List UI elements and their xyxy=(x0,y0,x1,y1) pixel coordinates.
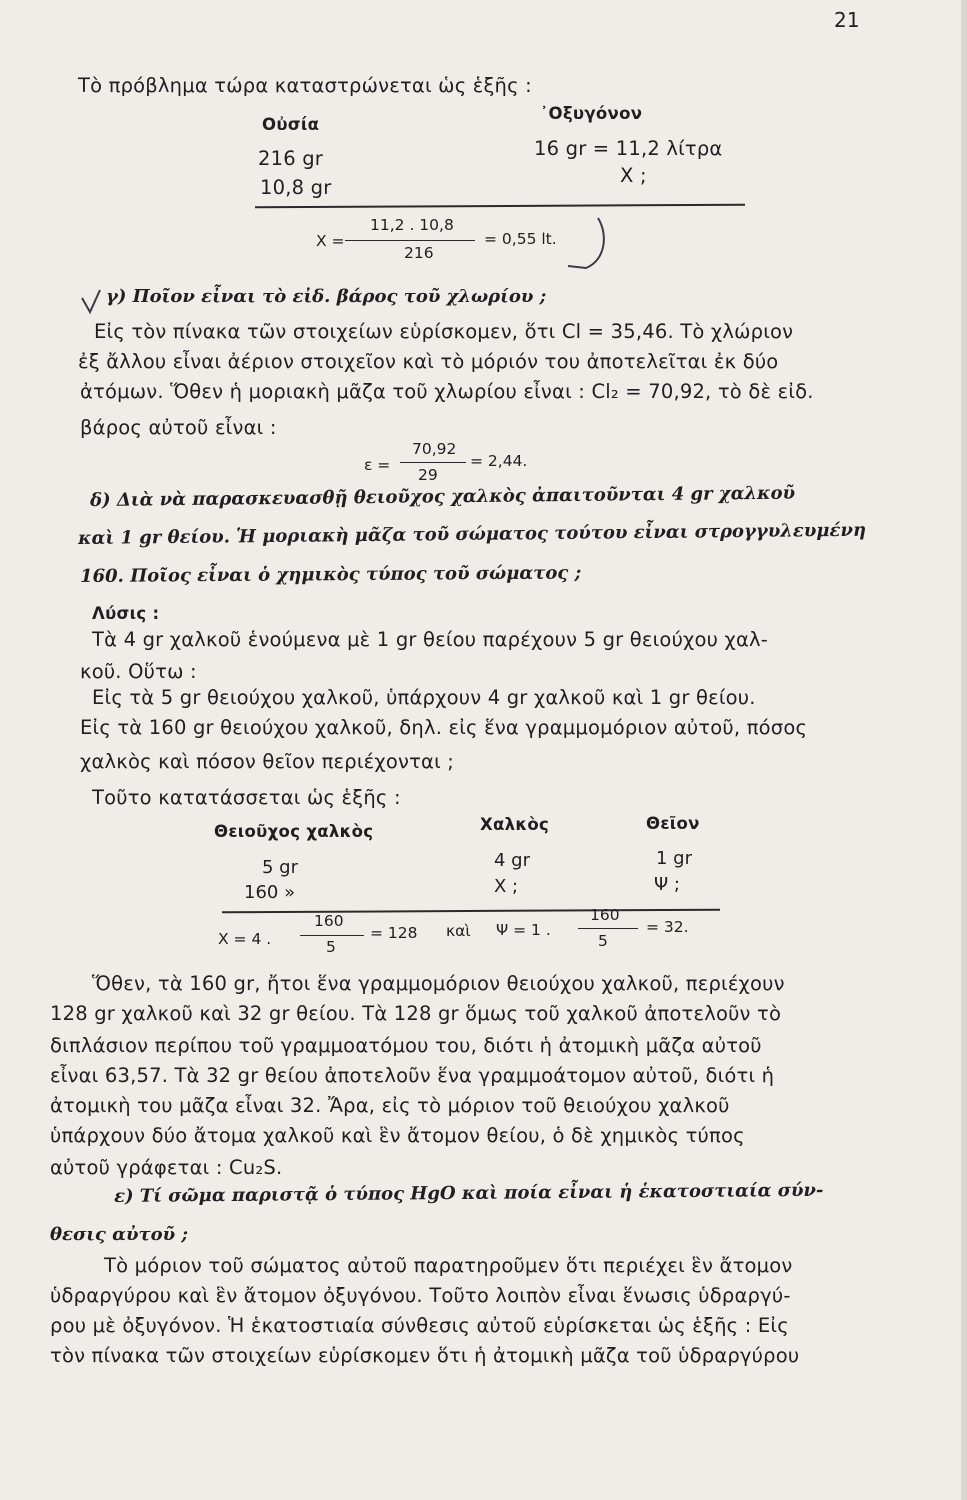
row2-substance: 10,8 gr xyxy=(260,176,332,199)
check-mark-icon xyxy=(560,212,610,274)
table-r2-c3: Ψ ; xyxy=(654,874,680,895)
row1-oxygen: 16 gr = 11,2 λίτρα xyxy=(534,137,723,160)
conclusion-line-6: ὑπάρχουν δύο ἄτομα χαλκοῦ καὶ ἓν ἄτομον θείου, ὁ δὲ χημικὸς τύπος xyxy=(50,1124,745,1147)
table-r2-c2: X ; xyxy=(494,876,519,897)
psi-fraction-bar xyxy=(578,928,638,929)
conclusion-line-2: 128 gr χαλκοῦ καὶ 32 gr θείου. Τὰ 128 gr ὅμως τοῦ χαλκοῦ ἀποτελοῦν τὸ xyxy=(50,1002,782,1025)
section-d-title-2: καὶ 1 gr θείου. Ἡ μοριακὴ μᾶζα τοῦ σώματος τούτου εἶναι στρογγυλευμένη xyxy=(78,519,867,549)
x-equation-lhs: X = xyxy=(316,232,345,250)
solution-label: Λύσις : xyxy=(92,604,160,623)
table-r2-c1: 160 » xyxy=(244,882,296,903)
psi-lhs: Ψ = 1 . xyxy=(496,921,551,939)
section-d-line-2: κοῦ. Οὕτω : xyxy=(80,660,197,683)
row1-substance: 216 gr xyxy=(258,147,324,170)
conclusion-line-5: ἀτομικὴ του μᾶζα εἶναι 32. Ἄρα, εἰς τὸ μόριον τοῦ θειούχου χαλκοῦ xyxy=(50,1094,730,1117)
conclusion-line-4: εἶναι 63,57. Τὰ 32 gr θείου ἀποτελοῦν ἕνα γραμμοάτομον αὐτοῦ, διότι ἡ xyxy=(50,1064,775,1087)
section-d-line-4: Εἰς τὰ 160 gr θειούχου χαλκοῦ, δηλ. εἰς ἕνα γραμμομόριον αὐτοῦ, πόσος xyxy=(80,716,808,739)
section-g-line-4: βάρος αὐτοῦ εἶναι : xyxy=(80,416,277,439)
eps-lhs: ε = xyxy=(364,456,391,474)
x2-lhs: X = 4 . xyxy=(218,930,272,948)
eps-numerator: 70,92 xyxy=(412,440,457,458)
section-g-line-3: ἀτόμων. Ὅθεν ἡ μοριακὴ μᾶζα τοῦ χλωρίου εἶναι : Cl₂ = 70,92, τὸ δὲ εἰδ. xyxy=(80,380,814,403)
eps-fraction-bar xyxy=(400,462,466,463)
section-g-title: γ) Ποῖον εἶναι τὸ εἰδ. βάρος τοῦ χλωρίου ; xyxy=(106,286,547,307)
section-e-title-1: ε) Τί σῶμα παριστᾷ ὁ τύπος HgO καὶ ποία εἶναι ἡ ἑκατοστιαία σύν- xyxy=(114,1179,824,1207)
psi-result: = 32. xyxy=(646,918,689,936)
margin-check-icon xyxy=(80,288,102,316)
x-fraction-bar xyxy=(345,240,475,241)
section-g-line-2: ἐξ ἄλλου εἶναι ἀέριον στοιχεῖον καὶ τὸ μόριόν του ἀποτελεῖται ἐκ δύο xyxy=(78,350,779,373)
section-d-line-1: Τὰ 4 gr χαλκοῦ ἑνούμενα μὲ 1 gr θείου παρέχουν 5 gr θειούχου χαλ- xyxy=(92,628,769,651)
section-e-line-1: Τὸ μόριον τοῦ σώματος αὐτοῦ παρατηροῦμεν ὅτι περιέχει ἓν ἄτομον xyxy=(104,1254,793,1277)
x2-result: = 128 xyxy=(370,924,418,942)
section-d-line-5: χαλκὸς καὶ πόσον θεῖον περιέχονται ; xyxy=(80,750,455,773)
section-e-line-3: ρου μὲ ὀξυγόνον. Ἡ ἑκατοστιαία σύνθεσις αὐτοῦ εὑρίσκεται ὡς ἑξῆς : Εἰς xyxy=(50,1314,789,1337)
row2-oxygen: X ; xyxy=(620,164,647,187)
section-e-line-2: ὑδραργύρου καὶ ἓν ἄτομον ὀξυγόνου. Τοῦτο λοιπὸν εἶναι ἕνωσις ὑδραργύ- xyxy=(50,1284,791,1307)
x2-denominator: 5 xyxy=(326,938,336,956)
section-d-title-3: 160. Ποῖος εἶναι ὁ χημικὸς τύπος τοῦ σώματος ; xyxy=(80,562,582,587)
section-e-title-2: θεσις αὐτοῦ ; xyxy=(50,1224,189,1245)
oxygen-intro: Τὸ πρόβλημα τώρα καταστρώνεται ὡς ἑξῆς : xyxy=(78,74,532,97)
section-d-line-3: Εἰς τὰ 5 gr θειούχου χαλκοῦ, ὑπάρχουν 4 gr χαλκοῦ καὶ 1 gr θείου. xyxy=(92,686,756,709)
x2-numerator: 160 xyxy=(314,912,344,930)
table-header-copper-sulfide: Θειοῦχος χαλκὸς xyxy=(214,822,374,841)
x2-fraction-bar xyxy=(300,935,364,936)
x-result: = 0,55 lt. xyxy=(484,230,557,248)
conclusion-line-1: Ὅθεν, τὰ 160 gr, ἤτοι ἕνα γραμμομόριον θειούχου χαλκοῦ, περιέχουν xyxy=(92,972,785,995)
table-r1-c1: 5 gr xyxy=(262,857,298,878)
table-r1-c3: 1 gr xyxy=(656,848,692,869)
section-g-line-1: Εἰς τὸν πίνακα τῶν στοιχείων εὑρίσκομεν, ὅτι Cl = 35,46. Τὸ χλώριον xyxy=(94,320,794,343)
table-2-rule xyxy=(222,909,720,913)
section-e-line-4: τὸν πίνακα τῶν στοιχείων εὑρίσκομεν ὅτι ἡ ἀτομικὴ μᾶζα τοῦ ὑδραργύρου xyxy=(50,1344,800,1367)
table-header-copper: Χαλκὸς xyxy=(480,815,550,834)
page-number: 21 xyxy=(834,8,860,32)
col-oxygen-header: ᾽Οξυγόνον xyxy=(540,104,643,123)
and-word: καὶ xyxy=(446,922,471,940)
page-edge-shadow xyxy=(961,0,967,1500)
x-numerator: 11,2 . 10,8 xyxy=(370,216,454,234)
conclusion-line-3: διπλάσιον περίπου τοῦ γραμμοατόμου του, διότι ἡ ἀτομικὴ μᾶζα αὐτοῦ xyxy=(50,1034,762,1057)
section-d-line-6: Τοῦτο κατατάσσεται ὡς ἑξῆς : xyxy=(92,786,401,809)
col-substance-header: Οὐσία xyxy=(262,115,320,134)
table-rule xyxy=(255,204,745,208)
psi-denominator: 5 xyxy=(598,932,608,950)
eps-result: = 2,44. xyxy=(470,452,528,470)
table-r1-c2: 4 gr xyxy=(494,850,530,871)
eps-denominator: 29 xyxy=(418,466,438,484)
section-d-title-1: δ) Διὰ νὰ παρασκευασθῇ θειοῦχος χαλκὸς ἀπαιτοῦνται 4 gr χαλκοῦ xyxy=(90,482,796,511)
conclusion-line-7: αὐτοῦ γράφεται : Cu₂S. xyxy=(50,1156,283,1179)
x-denominator: 216 xyxy=(404,244,434,262)
psi-numerator: 160 xyxy=(590,906,620,924)
table-header-sulfur: Θεῖον xyxy=(646,814,700,833)
